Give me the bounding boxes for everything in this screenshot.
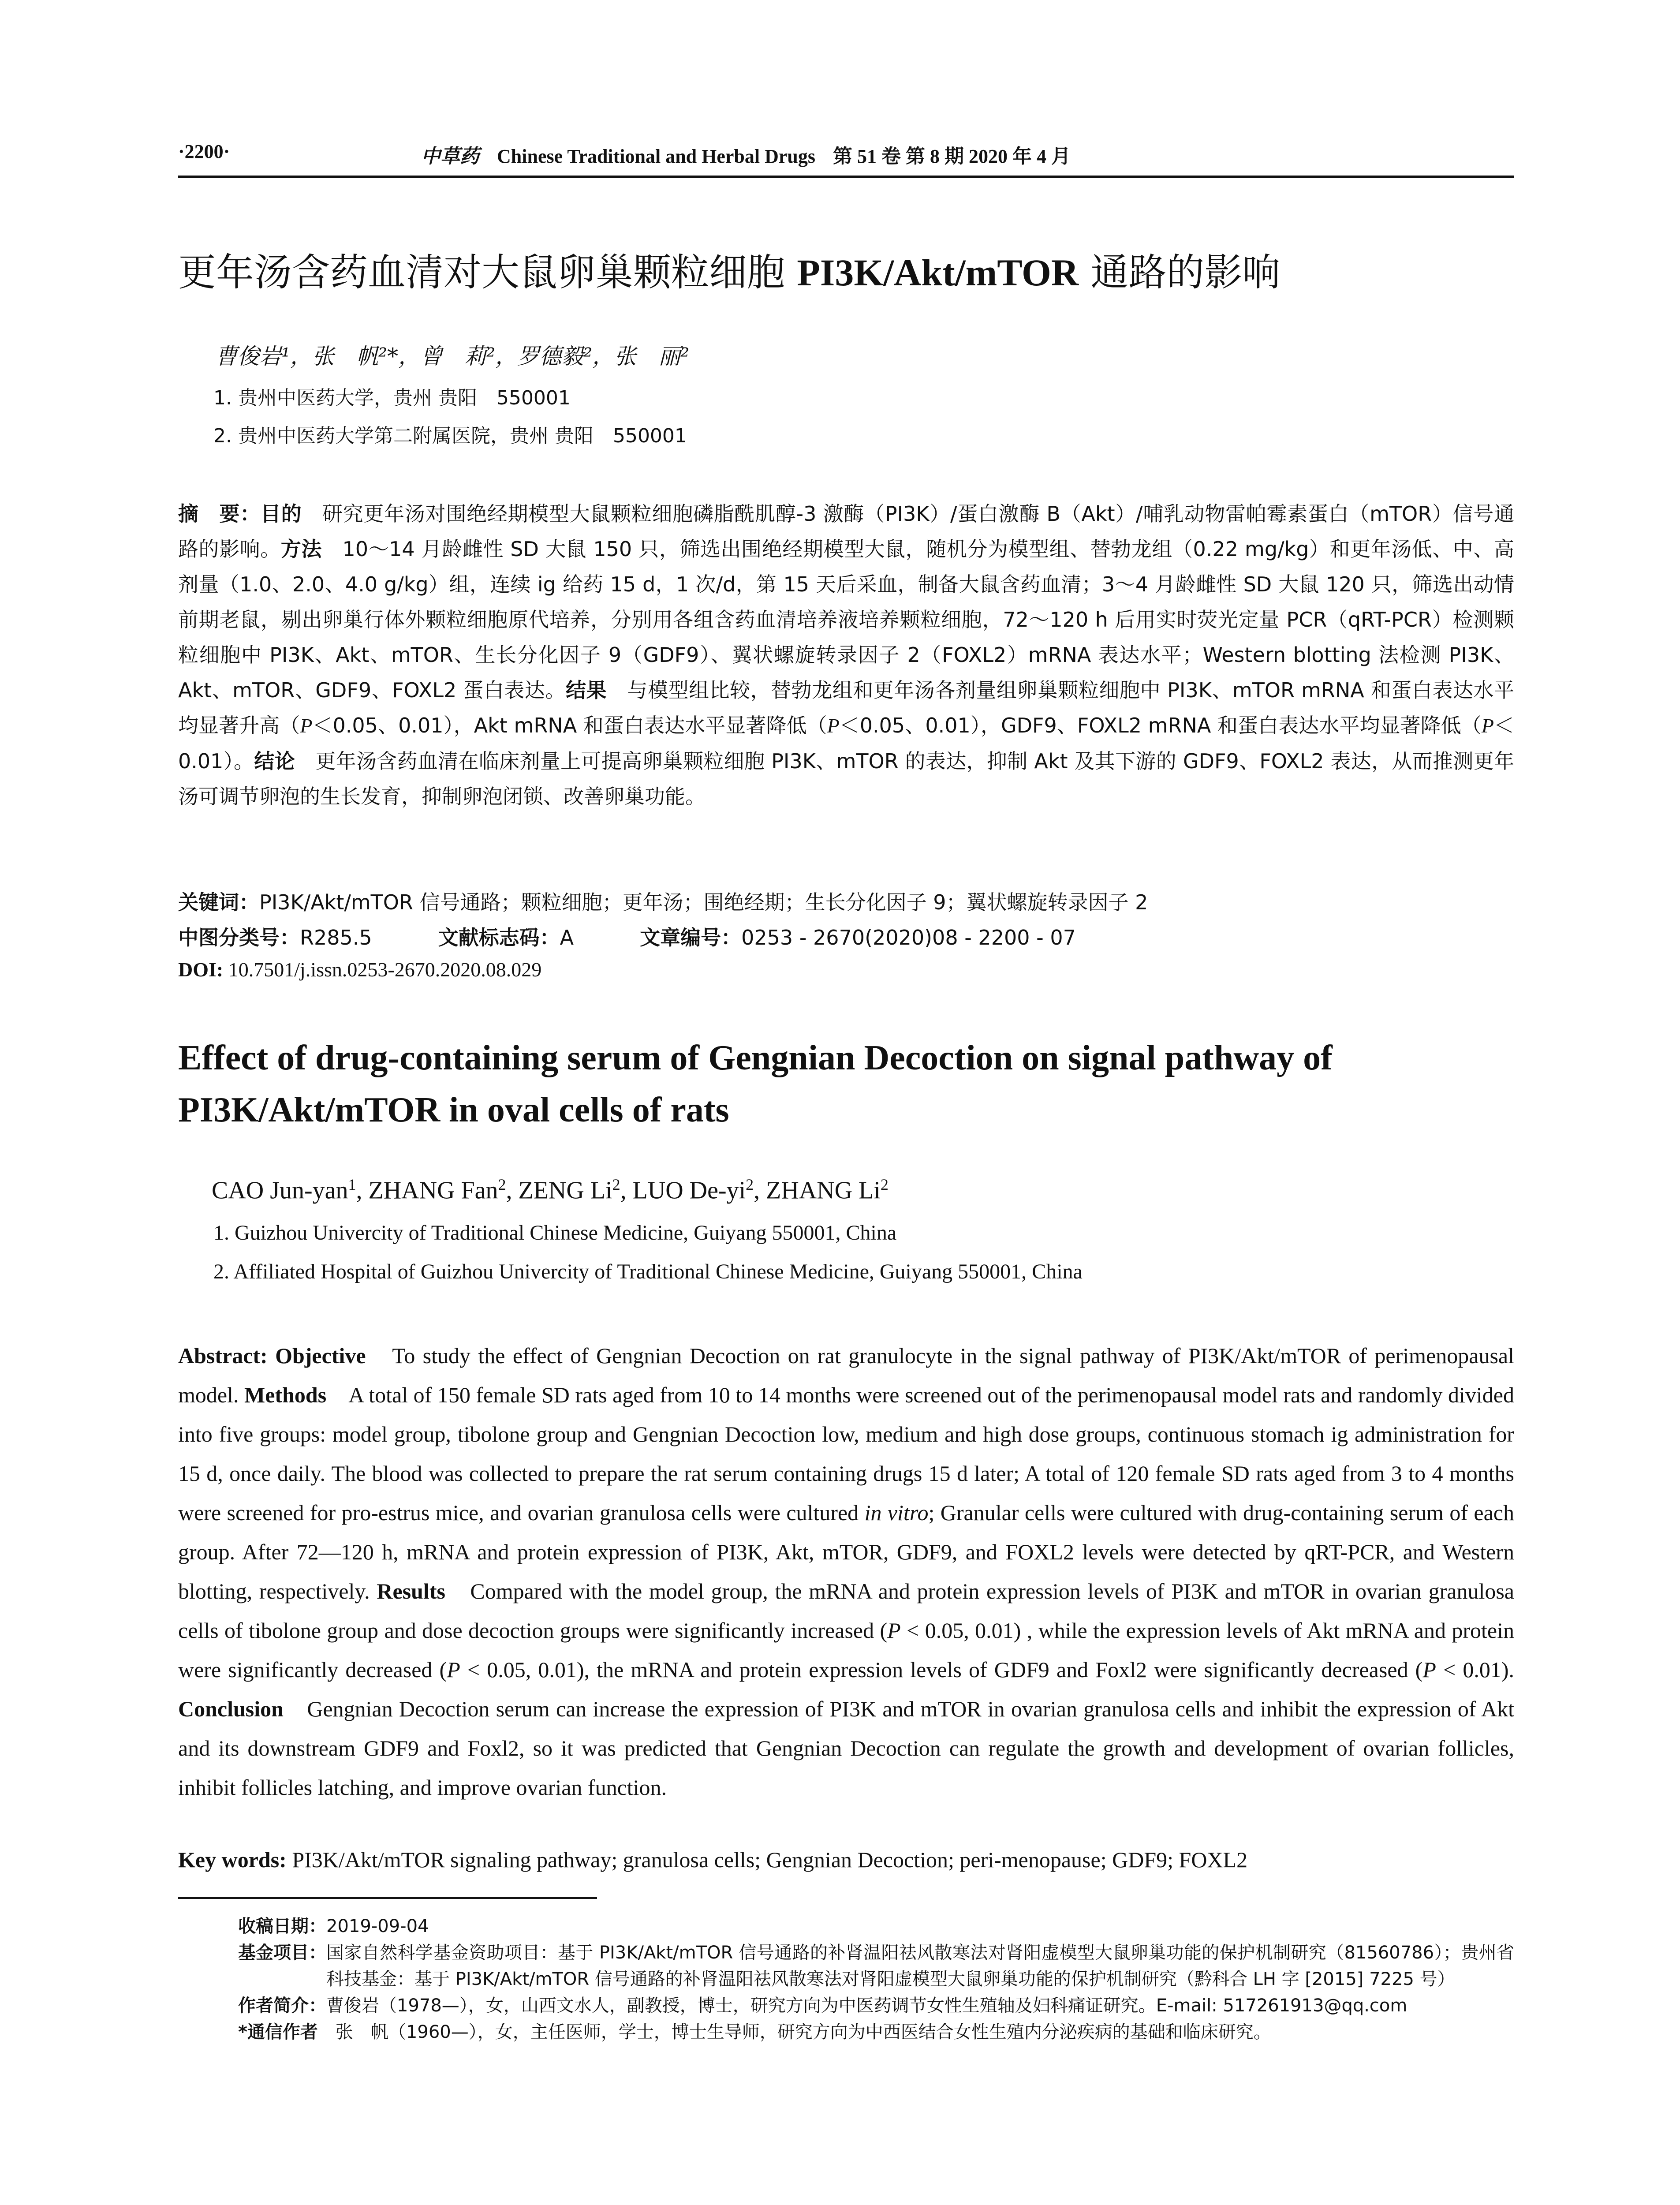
- affiliation-mark: 2: [746, 1176, 754, 1193]
- footnote-label: *通信作者: [238, 2022, 318, 2042]
- doi-label: DOI:: [178, 958, 224, 981]
- methods-label-en: Methods: [244, 1383, 327, 1407]
- footnote-rule: [178, 1897, 597, 1899]
- affiliation-cn-2: 2. 贵州中医药大学第二附属医院，贵州 贵阳 550001: [213, 425, 687, 447]
- abstract-en: [178, 1336, 1514, 1807]
- keywords-en-label: Key words:: [178, 1847, 287, 1872]
- in-vitro-term: in vitro: [864, 1500, 929, 1525]
- objective-text: 研究更年汤对围绝经期模型大鼠颗粒细胞磷脂酰肌醇-3 激酶（PI3K）/蛋白激酶 B（Akt）/哺乳动物雷帕霉素蛋白（mTOR）信号通路的影响。: [178, 502, 1515, 561]
- doi-line: [178, 958, 541, 981]
- page-number: ·2200·: [178, 141, 230, 162]
- objective-label: 目的: [260, 502, 302, 526]
- keywords-cn-text: PI3K/Akt/mTOR 信号通路；颗粒细胞；更年汤；围绝经期；生长分化因子 9；翼状螺旋转录因子 2: [259, 890, 1148, 914]
- journal-name: Chinese Traditional and Herbal Drugs: [497, 146, 816, 167]
- p-value-symbol: P: [447, 1657, 460, 1682]
- results-text-en: < 0.05, 0.01), the mRNA and protein expression levels of GDF9 and Foxl2 were significantly decreased (: [460, 1657, 1423, 1682]
- abstract-en-label: Abstract: Objective: [178, 1343, 366, 1368]
- conclusion-text-en: Gengnian Decoction serum can increase the expression of PI3K and mTOR in ovarian granulosa cells and inhibit the expression of Akt and its downstream GDF9 and Foxl2, so it was predicted that Gengnian Decoction can regulate the growth and development of ovarian follicles, inhibit follicles latching, and improve ovarian function.: [178, 1697, 1514, 1800]
- p-value-symbol: P: [1481, 714, 1494, 737]
- keywords-cn-label: 关键词：: [178, 890, 259, 914]
- results-text: ＜0.01）。: [178, 714, 1514, 773]
- affiliation-cn-1: 1. 贵州中医药大学，贵州 贵阳 550001: [213, 387, 571, 409]
- article-number-label: 文章编号：: [640, 926, 742, 949]
- footnote-author-bio: [238, 1992, 1514, 2019]
- author-name: , ZHANG Fan: [356, 1177, 498, 1204]
- clc-label: 中图分类号：: [178, 926, 300, 949]
- conclusion-text: 更年汤含药血清在临床剂量上可提高卵巢颗粒细胞 PI3K、mTOR 的表达，抑制 Akt 及其下游的 GDF9、FOXL2 表达，从而推测更年汤可调节卵泡的生长发育，抑制卵泡闭锁、改善卵巢功能。: [178, 749, 1515, 808]
- doi-value[interactable]: 10.7501/j.issn.0253-2670.2020.08.029: [223, 958, 542, 981]
- article-number-value: 0253 - 2670(2020)08 - 2200 - 07: [741, 926, 1076, 949]
- header-rule: [178, 176, 1514, 178]
- abstract-cn-label: 摘 要：: [178, 502, 261, 526]
- footnote-text: 国家自然科学基金资助项目：基于 PI3K/Akt/mTOR 信号通路的补肾温阳祛风散寒法对肾阳虚模型大鼠卵巢功能的保护机制研究（81560786）；贵州省科技基金：基于 PI3K/Akt/mTOR 信号通路的补肾温阳祛风散寒法对肾阳虚模型大鼠卵巢功能的保护机制研究（黔科合 LH 字 [2015] 7225 号）: [326, 1943, 1514, 1989]
- footnote-funding: [238, 1940, 1514, 1992]
- results-label-en: Results: [377, 1579, 445, 1603]
- keywords-en-text: PI3K/Akt/mTOR signaling pathway; granulosa cells; Gengnian Decoction; peri-menopause; GDF9; FOXL2: [286, 1847, 1248, 1872]
- conclusion-label-en: Conclusion: [178, 1697, 284, 1721]
- footnote-received: [238, 1913, 1514, 1940]
- classification-line: [178, 922, 1076, 951]
- results-text: ＜0.05、0.01），Akt mRNA 和蛋白表达水平显著降低（: [312, 714, 827, 737]
- authors-en: [212, 1175, 889, 1205]
- footnote-corresponding: [238, 2019, 1514, 2045]
- affiliation-mark: 2: [498, 1176, 506, 1193]
- journal-logo: 中草药: [421, 146, 479, 167]
- objective-text-en: To study the effect of Gengnian Decoction on rat granulocyte in the signal pathway of PI3K/Akt/mTOR of perimenopausal model.: [178, 1343, 1514, 1407]
- footnote-text: 张 帆（1960—），女，主任医师，学士，博士生导师，研究方向为中西医结合女性生殖内分泌疾病的基础和临床研究。: [317, 2022, 1271, 2042]
- author-name: , LUO De-yi: [620, 1177, 746, 1204]
- methods-label: 方法: [280, 537, 322, 561]
- results-text: ＜0.05、0.01），GDF9、FOXL2 mRNA 和蛋白表达水平均显著降低（: [839, 714, 1482, 737]
- doc-code-label: 文献标志码：: [438, 926, 560, 949]
- footnote-text: 曹俊岩（1978—），女，山西文水人，副教授，博士，研究方向为中医药调节女性生殖轴及妇科痛证研究。E-mail: 517261913@qq.com: [326, 1996, 1407, 2016]
- conclusion-label: 结论: [254, 749, 295, 773]
- p-value-symbol: P: [827, 714, 840, 737]
- footnote-label: 收稿日期：: [238, 1916, 326, 1936]
- authors-cn: 曹俊岩¹，张 帆²*，曾 莉²，罗德毅²，张 丽²: [215, 344, 690, 369]
- title-cn-part3: 通路的影响: [1079, 250, 1281, 295]
- methods-text-en: A total of 150 female SD rats aged from 10 to 14 months were screened out of the perimenopausal model rats and randomly divided into five groups: model group, tibolone group and Gengnian Decoction low, medium and high dose groups, continuous stomach ig administration for 15 d, once daily. The blood was collected to prepare the rat serum containing drugs 15 d later; A total of 120 female SD rats aged from 3 to 4 months were screened for pro-estrus mice, and ovarian granulosa cells were cultured: [178, 1383, 1515, 1525]
- footnote-text: 2019-09-04: [326, 1916, 429, 1936]
- clc-value: R285.5: [300, 926, 372, 949]
- keywords-cn: [178, 886, 1148, 916]
- title-cn-pathway: PI3K/Akt/mTOR: [797, 251, 1079, 294]
- doc-code-value: A: [560, 926, 574, 949]
- keywords-en: [178, 1847, 1247, 1872]
- author-name: , ZHANG Li: [754, 1177, 881, 1204]
- affiliation-mark: 2: [612, 1176, 620, 1193]
- author-name: CAO Jun-yan: [212, 1177, 348, 1204]
- affiliation-mark: 1: [348, 1176, 356, 1193]
- title-en: Effect of drug-containing serum of Gengnian Decoction on signal pathway of PI3K/Akt/mTOR in oval cells of rats: [178, 1039, 1333, 1129]
- methods-text-en: ; Granular cells were cultured with drug-containing serum of each group. After 72—120 h, mRNA and protein expression of PI3K, Akt, mTOR, GDF9, and FOXL2 levels were detected by qRT-PCR, and Western blotting, respectively.: [178, 1500, 1514, 1603]
- results-label: 结果: [565, 678, 607, 702]
- p-value-symbol: P: [1422, 1657, 1436, 1682]
- p-value-symbol: P: [887, 1618, 901, 1643]
- affiliation-en-1: 1. Guizhou Univercity of Traditional Chinese Medicine, Guiyang 550001, China: [213, 1221, 897, 1245]
- running-header: [421, 140, 1071, 168]
- footnote-label: 作者简介：: [238, 1996, 326, 2016]
- title-cn: [178, 242, 1280, 296]
- results-text: 与模型组比较，替勃龙组和更年汤各剂量组卵巢颗粒细胞中 PI3K、mTOR mRNA 和蛋白表达水平均显著升高（: [178, 678, 1515, 737]
- affiliation-mark: 2: [880, 1176, 889, 1193]
- abstract-cn: [178, 496, 1514, 814]
- p-value-symbol: P: [300, 714, 313, 737]
- author-name: , ZENG Li: [506, 1177, 612, 1204]
- title-cn-part1: 更年汤含药血清对大鼠卵巢颗粒细胞: [178, 250, 797, 295]
- footnote-label: 基金项目：: [238, 1943, 326, 1963]
- results-text-en: < 0.05, 0.01) , while the expression levels of Akt mRNA and protein were significantly decreased (: [178, 1618, 1514, 1682]
- footnotes: [238, 1913, 1514, 2045]
- methods-text: 10～14 月龄雌性 SD 大鼠 150 只，筛选出围绝经期模型大鼠，随机分为模型组、替勃龙组（0.22 mg/kg）和更年汤低、中、高剂量（1.0、2.0、4.0 g/kg）组，连续 ig 给药 15 d，1 次/d，第 15 天后采血，制备大鼠含药血清；3～4 月龄雌性 SD 大鼠 120 只，筛选出动情前期老鼠，剔出卵巢行体外颗粒细胞原代培养，分别用各组含药血清培养液培养颗粒细胞，72～120 h 后用实时荧光定量 PCR（qRT-PCR）检测颗粒细胞中 PI3K、Akt、mTOR、生长分化因子 9（GDF9）、翼状螺旋转录因子 2（FOXL2）mRNA 表达水平；Western blotting 法检测 PI3K、Akt、mTOR、GDF9、FOXL2 蛋白表达。: [178, 537, 1514, 702]
- results-text-en: Compared with the model group, the mRNA and protein expression levels of PI3K and mTOR in ovarian granulosa cells of tibolone group and dose decoction groups were significantly increased (: [178, 1579, 1514, 1643]
- results-text-en: < 0.01).: [1436, 1657, 1514, 1682]
- affiliation-en-2: 2. Affiliated Hospital of Guizhou Univercity of Traditional Chinese Medicine, Guiyang 550001, China: [213, 1260, 1083, 1283]
- issue-info: 第 51 卷 第 8 期 2020 年 4 月: [833, 146, 1071, 167]
